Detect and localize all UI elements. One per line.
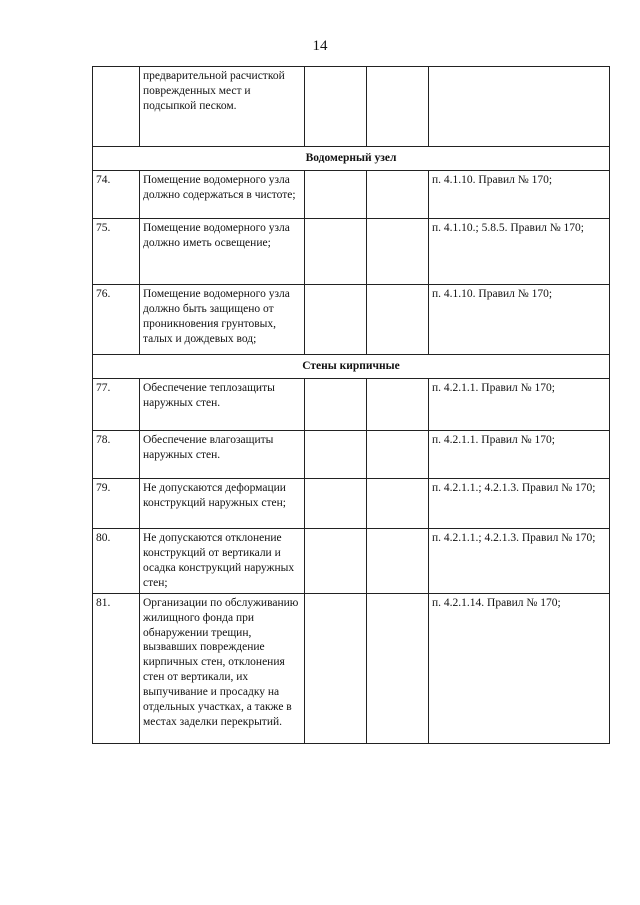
check-cell-a xyxy=(305,478,367,528)
check-cell-b xyxy=(367,478,429,528)
check-cell-a xyxy=(305,430,367,478)
check-cell-a xyxy=(305,67,367,147)
page-number: 14 xyxy=(312,38,328,54)
regulation-reference: п. 4.2.1.1. Правил № 170; xyxy=(429,430,610,478)
table-row xyxy=(93,67,610,147)
table-row xyxy=(93,378,610,430)
check-cell-b xyxy=(367,378,429,430)
requirement-text: Организации по обслуживанию жилищного фонда при обнаружении трещин, вызвавших повреждение кирпичных стен, отклонения стен от вертикали, их выпучивание и просадку на отдельных участках, а также в местах заделки перекрытий. xyxy=(140,593,305,743)
requirement-text: предварительной расчисткой поврежденных мест и подсыпкой песком. xyxy=(140,67,305,147)
item-number: 74. xyxy=(93,170,140,218)
check-cell-a xyxy=(305,284,367,354)
item-number xyxy=(93,67,140,147)
requirement-text: Обеспечение влагозащиты наружных стен. xyxy=(140,430,305,478)
check-cell-b xyxy=(367,67,429,147)
item-number: 76. xyxy=(93,284,140,354)
regulation-reference: п. 4.2.1.1.; 4.2.1.3. Правил № 170; xyxy=(429,478,610,528)
table-row xyxy=(93,593,610,743)
item-number: 77. xyxy=(93,378,140,430)
item-number: 80. xyxy=(93,528,140,593)
table-row xyxy=(93,528,610,593)
check-cell-b xyxy=(367,218,429,284)
item-number: 75. xyxy=(93,218,140,284)
requirement-text: Не допускаются отклонение конструкций от вертикали и осадка конструкций наружных стен; xyxy=(140,528,305,593)
requirements-table xyxy=(92,66,610,744)
table-row xyxy=(93,478,610,528)
item-number: 81. xyxy=(93,593,140,743)
table-row xyxy=(93,218,610,284)
regulation-reference: п. 4.1.10. Правил № 170; xyxy=(429,284,610,354)
section-header-row xyxy=(93,147,610,171)
regulation-reference: п. 4.2.1.14. Правил № 170; xyxy=(429,593,610,743)
check-cell-b xyxy=(367,430,429,478)
check-cell-b xyxy=(367,528,429,593)
item-number: 78. xyxy=(93,430,140,478)
table-row xyxy=(93,430,610,478)
item-number: 79. xyxy=(93,478,140,528)
regulation-reference: п. 4.2.1.1.; 4.2.1.3. Правил № 170; xyxy=(429,528,610,593)
requirement-text: Не допускаются деформации конструкций наружных стен; xyxy=(140,478,305,528)
check-cell-a xyxy=(305,218,367,284)
regulation-reference: п. 4.1.10. Правил № 170; xyxy=(429,170,610,218)
check-cell-a xyxy=(305,528,367,593)
check-cell-a xyxy=(305,170,367,218)
table-row xyxy=(93,170,610,218)
requirement-text: Помещение водомерного узла должно иметь освещение; xyxy=(140,218,305,284)
section-title: Стены кирпичные xyxy=(93,354,610,378)
regulation-reference: п. 4.1.10.; 5.8.5. Правил № 170; xyxy=(429,218,610,284)
check-cell-b xyxy=(367,593,429,743)
requirement-text: Помещение водомерного узла должно быть защищено от проникновения грунтовых, талых и дождевых вод; xyxy=(140,284,305,354)
section-header-row xyxy=(93,354,610,378)
check-cell-b xyxy=(367,284,429,354)
check-cell-b xyxy=(367,170,429,218)
regulation-reference xyxy=(429,67,610,147)
requirement-text: Помещение водомерного узла должно содержаться в чистоте; xyxy=(140,170,305,218)
section-title: Водомерный узел xyxy=(93,147,610,171)
regulation-reference: п. 4.2.1.1. Правил № 170; xyxy=(429,378,610,430)
table-row xyxy=(93,284,610,354)
requirement-text: Обеспечение теплозащиты наружных стен. xyxy=(140,378,305,430)
check-cell-a xyxy=(305,378,367,430)
check-cell-a xyxy=(305,593,367,743)
